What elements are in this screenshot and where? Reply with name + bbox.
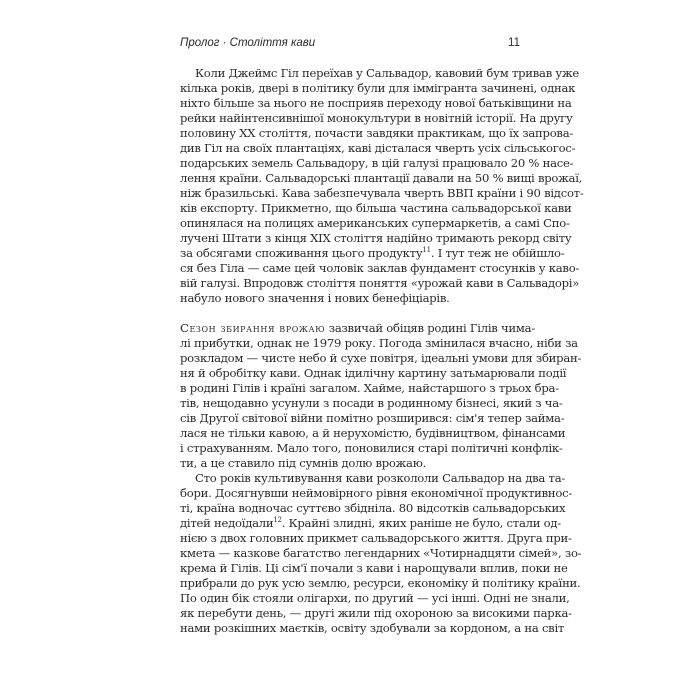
line-text: нами розкішних маєтків, освіту здобували за кордоном, а на світ (180, 621, 565, 635)
text-line (180, 546, 582, 561)
line-text: . Крайні злидні, яких раніше не було, стали од- (281, 516, 561, 530)
text-line (180, 126, 574, 141)
text-line (180, 591, 570, 606)
text-line (180, 111, 573, 126)
text-line (180, 561, 568, 576)
text-line (180, 246, 565, 261)
line-text: лася не тільки кавою, а й нерухомістю, будівництвом, фінансами (180, 426, 566, 440)
text-line (180, 441, 563, 456)
line-text: в родині Гілів і країні загалом. Хайме, найстаршого з трьох бра- (180, 381, 559, 395)
line-text: ня й обробітку кави. Однак ідилічну картину затьмарювали події (180, 366, 567, 380)
text-line (180, 366, 567, 381)
text-line (180, 351, 582, 366)
line-text: опинялася на полицях американських супермаркетів, а самі Спо- (180, 216, 570, 230)
line-text: Сто років культивування кави розкололи Сальвадор на два та- (195, 471, 566, 485)
text-line (180, 426, 566, 441)
running-title: Пролог · Століття кави (180, 37, 316, 49)
text-line (180, 411, 565, 426)
small-caps-lead: Сезон збирання врожаю (180, 321, 326, 335)
line-text: рейки найінтенсивнішої монокультури в новітній історії. На другу (180, 111, 573, 125)
line-text: Коли Джеймс Гіл переїхав у Сальвадор, кавовий бум тривав уже (195, 66, 579, 80)
text-line (180, 606, 572, 621)
line-text: По один бік стояли олігархи, по другий — усі інші. Одні не знали, (180, 591, 570, 605)
line-text: прибрали до рук усю землю, ресурси, економіку й політику країни. (180, 576, 581, 590)
line-text: лучені Штати з кінця XIX століття надійно тримають рекорд світу (180, 231, 572, 245)
text-line (180, 456, 520, 471)
line-text: тів, нещодавно усунули з посади в родинному бізнесі, який з ча- (180, 396, 563, 410)
text-line (180, 291, 520, 306)
text-line (180, 516, 561, 531)
line-text: набуло нового значення і нових бенефіціарів. (180, 291, 450, 305)
line-text: лі прибутки, однак не 1979 року. Погода змінилася вчасно, ніби за (180, 336, 578, 350)
text-line (180, 66, 579, 81)
text-line (180, 276, 580, 291)
line-text: вій галузі. Впродовж століття поняття «урожай кави в Сальвадорі» (180, 276, 580, 290)
line-text: дітей недоїдали (180, 516, 274, 530)
line-text: ків експорту. Прикметно, що більша частина сальвадорської кави (180, 201, 572, 215)
text-line (180, 81, 576, 96)
line-text: ти, а це ставило під сумнів долю врожаю. (180, 456, 427, 470)
line-text: як перебути день, — другі жили під охороною за високими парка- (180, 606, 572, 620)
line-text: сів Другої світової війни помітно розширився: сім'я тепер займа- (180, 411, 565, 425)
text-line (180, 531, 572, 546)
text-line (180, 621, 565, 636)
line-text: подарських земель Сальвадору, в цій галузі працювало 20 % насе- (180, 156, 574, 170)
line-text: ніж бразильські. Кава забезпечувала чверть ВВП країни і 90 відсот- (180, 186, 584, 200)
line-text: нією з двох головних прикмет сальвадорського життя. Друга при- (180, 531, 572, 545)
line-text: крема й Гілів. Ці сім'ї почали з кави і нарощували вплив, поки не (180, 561, 568, 575)
text-line (180, 336, 578, 351)
running-header (180, 37, 520, 53)
line-text: ніхто більше за нього не посприяв переходу нової батьківщини на (180, 96, 572, 110)
line-text: зазвичай обіцяв родині Гілів чима- (325, 321, 535, 335)
footnote-reference: 11 (422, 246, 431, 254)
body-text (180, 66, 584, 636)
text-line (180, 396, 563, 411)
text-line (180, 216, 570, 231)
text-line (180, 186, 584, 201)
text-line (180, 156, 574, 171)
text-line (180, 261, 580, 276)
paragraph (180, 471, 582, 636)
text-line (180, 576, 581, 591)
text-line (180, 201, 572, 216)
line-text: ся без Гіла — саме цей чоловік заклав фундамент стосунків у каво- (180, 261, 580, 275)
line-text: кмета — казкове багатство легендарних «Чотирнадцяти сімей», зо- (180, 546, 582, 560)
line-text: . І тут теж не обійшло- (430, 246, 565, 260)
line-text: див Гіл на своїх плантаціях, каві дісталася чверть усіх сільськогос- (180, 141, 576, 155)
text-line (180, 96, 572, 111)
line-text: лення країни. Сальвадорські плантації давали на 50 % вищі врожаї, (180, 171, 583, 185)
text-line (180, 486, 572, 501)
line-text: бори. Досягнувши неймовірного рівня економічної продуктивнос- (180, 486, 572, 500)
text-line (180, 171, 583, 186)
page-number: 11 (508, 37, 520, 49)
line-text: і страхуванням. Мало того, поновилися старі політичні конфлік- (180, 441, 563, 455)
paragraph (180, 321, 582, 471)
line-text: ті, країна водночас суттєво збідніла. 80 відсотків сальвадорських (180, 501, 566, 515)
paragraph (180, 66, 584, 306)
text-line (180, 141, 576, 156)
line-text: розкладом — чисте небо й сухе повітря, ідеальні умови для збиран- (180, 351, 582, 365)
text-line (180, 381, 559, 396)
text-line (180, 321, 535, 336)
text-line (180, 471, 566, 486)
line-text: половину XX століття, почасти завдяки практикам, що їх запрова- (180, 126, 574, 140)
footnote-reference: 12 (273, 516, 282, 524)
line-text: кілька років, двері в політику були для іммігранта зачинені, однак (180, 81, 576, 95)
line-text: за обсягами споживання цього продукту (180, 246, 423, 260)
text-line (180, 501, 566, 516)
text-line (180, 231, 572, 246)
